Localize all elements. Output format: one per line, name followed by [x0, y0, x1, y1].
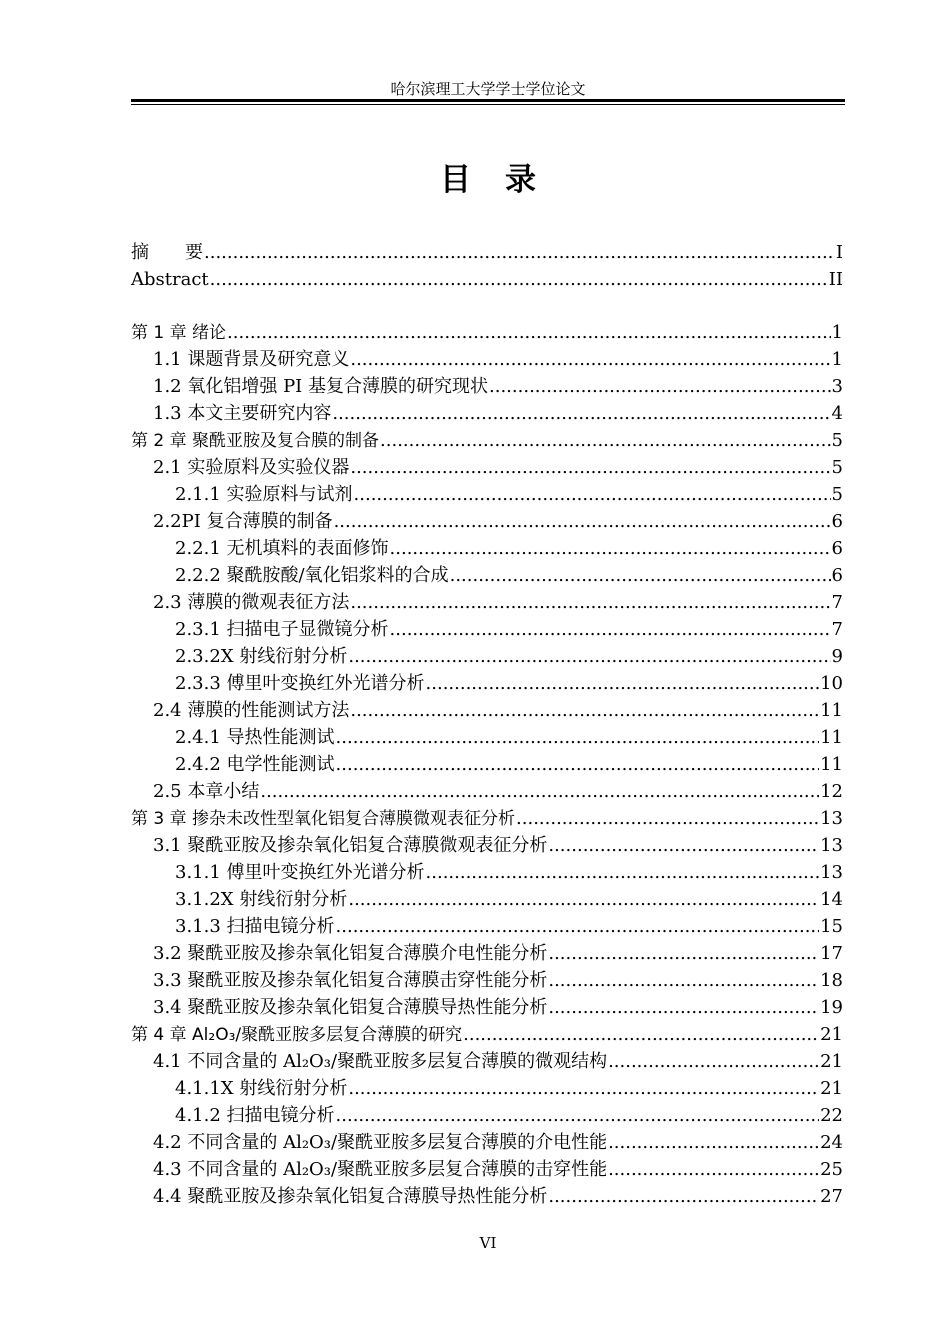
- toc-entry-title: 2.4.2 电学性能测试: [175, 754, 335, 775]
- toc-leader-dots: [450, 562, 831, 589]
- toc-entry[interactable]: [131, 670, 843, 697]
- toc-entry-page: 6: [831, 538, 843, 559]
- toc-entry[interactable]: [131, 481, 843, 508]
- toc-entry[interactable]: [131, 913, 843, 940]
- toc-entry-page: 5: [831, 457, 843, 478]
- toc-entry-page: 11: [820, 754, 843, 775]
- toc-leader-dots: [516, 805, 819, 832]
- toc-entry-page: 19: [820, 997, 843, 1018]
- toc-leader-dots: [380, 427, 831, 454]
- toc-leader-dots: [336, 913, 820, 940]
- toc-entry[interactable]: [131, 886, 843, 913]
- toc-chapter-entry[interactable]: [131, 805, 843, 832]
- toc-entry-page: I: [835, 242, 843, 263]
- toc-entry-title: 4.3 不同含量的 Al₂O₃/聚酰亚胺多层复合薄膜的击穿性能: [153, 1159, 608, 1180]
- toc-entry-page: II: [828, 269, 843, 290]
- toc-leader-dots: [227, 319, 831, 346]
- toc-leader-dots: [426, 859, 820, 886]
- toc-entry[interactable]: [131, 266, 843, 293]
- toc-leader-dots: [354, 481, 831, 508]
- toc-entry-title: 3.1.1 傅里叶变换红外光谱分析: [175, 862, 425, 883]
- toc-entry-title: 2.5 本章小结: [153, 781, 260, 802]
- toc-entry-title: 第 1 章 绪论: [131, 323, 227, 343]
- toc-entry-page: 17: [820, 943, 843, 964]
- toc-entry-title: Abstract: [131, 269, 209, 290]
- toc-entry-title: 摘 要: [131, 242, 203, 263]
- toc-entry-page: 21: [820, 1024, 843, 1045]
- toc-entry-title: 2.3.2X 射线衍射分析: [175, 646, 348, 667]
- toc-leader-dots: [608, 1129, 819, 1156]
- header-rule-thin: [131, 104, 845, 105]
- toc-entry[interactable]: [131, 239, 843, 266]
- toc-leader-dots: [548, 832, 819, 859]
- toc-leader-dots: [350, 454, 830, 481]
- toc-entry[interactable]: [131, 1156, 843, 1183]
- toc-entry[interactable]: [131, 562, 843, 589]
- toc-leader-dots: [348, 886, 819, 913]
- toc-entry-page: 21: [820, 1078, 843, 1099]
- toc-leader-dots: [426, 670, 820, 697]
- toc-entry-title: 4.1 不同含量的 Al₂O₃/聚酰亚胺多层复合薄膜的微观结构: [153, 1051, 608, 1072]
- toc-entry[interactable]: [131, 535, 843, 562]
- toc-leader-dots: [548, 1183, 819, 1210]
- toc-entry-page: 5: [831, 484, 843, 505]
- toc-leader-dots: [348, 1075, 819, 1102]
- toc-entry-page: 6: [831, 565, 843, 586]
- toc-entry[interactable]: [131, 1129, 843, 1156]
- toc-leader-dots: [348, 643, 830, 670]
- toc-entry-page: 1: [831, 349, 843, 370]
- toc-entry-title: 第 4 章 Al₂O₃/聚酰亚胺多层复合薄膜的研究: [131, 1025, 463, 1045]
- toc-entry[interactable]: [131, 508, 843, 535]
- toc-entry[interactable]: [131, 1102, 843, 1129]
- page-number: VI: [479, 1234, 497, 1252]
- toc-leader-dots: [608, 1048, 819, 1075]
- toc-chapter-entry[interactable]: [131, 1021, 843, 1048]
- toc-leader-dots: [350, 589, 830, 616]
- toc-entry-page: 1: [831, 322, 843, 343]
- toc-entry[interactable]: [131, 643, 843, 670]
- toc-entry[interactable]: [131, 751, 843, 778]
- toc-entry-title: 2.4.1 导热性能测试: [175, 727, 335, 748]
- toc-entry-page: 25: [820, 1159, 843, 1180]
- toc-entry-title: 第 2 章 聚酰亚胺及复合膜的制备: [131, 431, 380, 451]
- toc-entry-title: 2.2.2 聚酰胺酸/氧化铝浆料的合成: [175, 565, 449, 586]
- toc-entry-page: 11: [820, 700, 843, 721]
- toc-entry[interactable]: [131, 400, 843, 427]
- toc-entry[interactable]: [131, 454, 843, 481]
- toc-entry-title: 2.2.1 无机填料的表面修饰: [175, 538, 389, 559]
- toc-entry-title: 第 3 章 掺杂未改性型氧化铝复合薄膜微观表征分析: [131, 809, 516, 829]
- toc-entry-title: 1.3 本文主要研究内容: [153, 403, 332, 424]
- toc-entry[interactable]: [131, 859, 843, 886]
- toc-leader-dots: [210, 266, 828, 293]
- toc-leader-dots: [548, 940, 819, 967]
- toc-entry-page: 7: [831, 592, 843, 613]
- toc-entry-page: 13: [820, 835, 843, 856]
- toc-entry-page: 5: [831, 430, 843, 451]
- toc-leader-dots: [350, 697, 819, 724]
- toc-entry-page: 7: [831, 619, 843, 640]
- toc-leader-dots: [548, 967, 819, 994]
- toc-entry-page: 21: [820, 1051, 843, 1072]
- toc-leader-dots: [334, 508, 831, 535]
- toc-entry[interactable]: [131, 697, 843, 724]
- toc-entry-title: 3.3 聚酰亚胺及掺杂氧化铝复合薄膜击穿性能分析: [153, 970, 548, 991]
- toc-entry-title: 3.1.3 扫描电镜分析: [175, 916, 335, 937]
- toc-entry-page: 22: [820, 1105, 843, 1126]
- toc-entry-page: 6: [831, 511, 843, 532]
- toc-entry[interactable]: [131, 1048, 843, 1075]
- toc-entry-page: 9: [831, 646, 843, 667]
- toc-entry[interactable]: [131, 346, 843, 373]
- toc-entry-title: 4.1.1X 射线衍射分析: [175, 1078, 348, 1099]
- toc-entry[interactable]: [131, 589, 843, 616]
- toc-entry-title: 2.2PI 复合薄膜的制备: [153, 511, 333, 532]
- toc-leader-dots: [260, 778, 819, 805]
- toc-entry-page: 11: [820, 727, 843, 748]
- toc-entry-page: 12: [820, 781, 843, 802]
- toc-leader-dots: [204, 239, 835, 266]
- toc-entry-page: 24: [820, 1132, 843, 1153]
- toc-leader-dots: [332, 400, 830, 427]
- toc-entry-title: 3.4 聚酰亚胺及掺杂氧化铝复合薄膜导热性能分析: [153, 997, 548, 1018]
- toc-entry[interactable]: [131, 778, 843, 805]
- page-title: 目录: [440, 162, 570, 198]
- toc-leader-dots: [548, 994, 819, 1021]
- toc-entry-title: 4.1.2 扫描电镜分析: [175, 1105, 335, 1126]
- toc-leader-dots: [336, 751, 820, 778]
- toc-leader-dots: [350, 346, 830, 373]
- toc-entry-page: 3: [831, 376, 843, 397]
- toc-entry-page: 14: [820, 889, 843, 910]
- toc-entry-title: 1.1 课题背景及研究意义: [153, 349, 350, 370]
- toc-entry[interactable]: [131, 373, 843, 400]
- toc-chapter-entry[interactable]: [131, 427, 843, 454]
- toc-leader-dots: [390, 535, 831, 562]
- toc-entry-title: 2.1.1 实验原料与试剂: [175, 484, 353, 505]
- toc-entry-title: 2.4 薄膜的性能测试方法: [153, 700, 350, 721]
- toc-entry-page: 13: [820, 808, 843, 829]
- toc-entry-title: 2.3 薄膜的微观表征方法: [153, 592, 350, 613]
- toc-entry-title: 3.1.2X 射线衍射分析: [175, 889, 348, 910]
- toc-entry-title: 4.2 不同含量的 Al₂O₃/聚酰亚胺多层复合薄膜的介电性能: [153, 1132, 608, 1153]
- toc-entry-page: 10: [820, 673, 843, 694]
- toc-entry[interactable]: [131, 616, 843, 643]
- toc-leader-dots: [390, 616, 831, 643]
- toc-entry-page: 15: [820, 916, 843, 937]
- toc-entry-page: 13: [820, 862, 843, 883]
- table-of-contents: [131, 239, 843, 1210]
- toc-leader-dots: [608, 1156, 819, 1183]
- toc-entry-title: 2.3.1 扫描电子显微镜分析: [175, 619, 389, 640]
- toc-entry-title: 2.3.3 傅里叶变换红外光谱分析: [175, 673, 425, 694]
- toc-entry[interactable]: [131, 994, 843, 1021]
- toc-entry[interactable]: [131, 1075, 843, 1102]
- toc-entry-title: 2.1 实验原料及实验仪器: [153, 457, 350, 478]
- toc-entry[interactable]: [131, 967, 843, 994]
- toc-leader-dots: [336, 724, 820, 751]
- toc-entry-title: 3.2 聚酰亚胺及掺杂氧化铝复合薄膜介电性能分析: [153, 943, 548, 964]
- header-rule-thick: [131, 99, 845, 102]
- toc-entry[interactable]: [131, 832, 843, 859]
- toc-entry-title: 1.2 氧化铝增强 PI 基复合薄膜的研究现状: [153, 376, 489, 397]
- toc-entry-page: 27: [820, 1186, 843, 1207]
- toc-entry-title: 3.1 聚酰亚胺及掺杂氧化铝复合薄膜微观表征分析: [153, 835, 548, 856]
- toc-leader-dots: [336, 1102, 820, 1129]
- running-header: 哈尔滨理工大学学士学位论文: [390, 80, 586, 98]
- toc-entry[interactable]: [131, 1183, 843, 1210]
- toc-entry-page: 18: [820, 970, 843, 991]
- toc-entry-page: 4: [831, 403, 843, 424]
- toc-leader-dots: [463, 1021, 819, 1048]
- toc-chapter-entry[interactable]: [131, 319, 843, 346]
- toc-leader-dots: [489, 373, 831, 400]
- toc-entry[interactable]: [131, 940, 843, 967]
- toc-entry-title: 4.4 聚酰亚胺及掺杂氧化铝复合薄膜导热性能分析: [153, 1186, 548, 1207]
- toc-spacer: [131, 293, 843, 319]
- toc-entry[interactable]: [131, 724, 843, 751]
